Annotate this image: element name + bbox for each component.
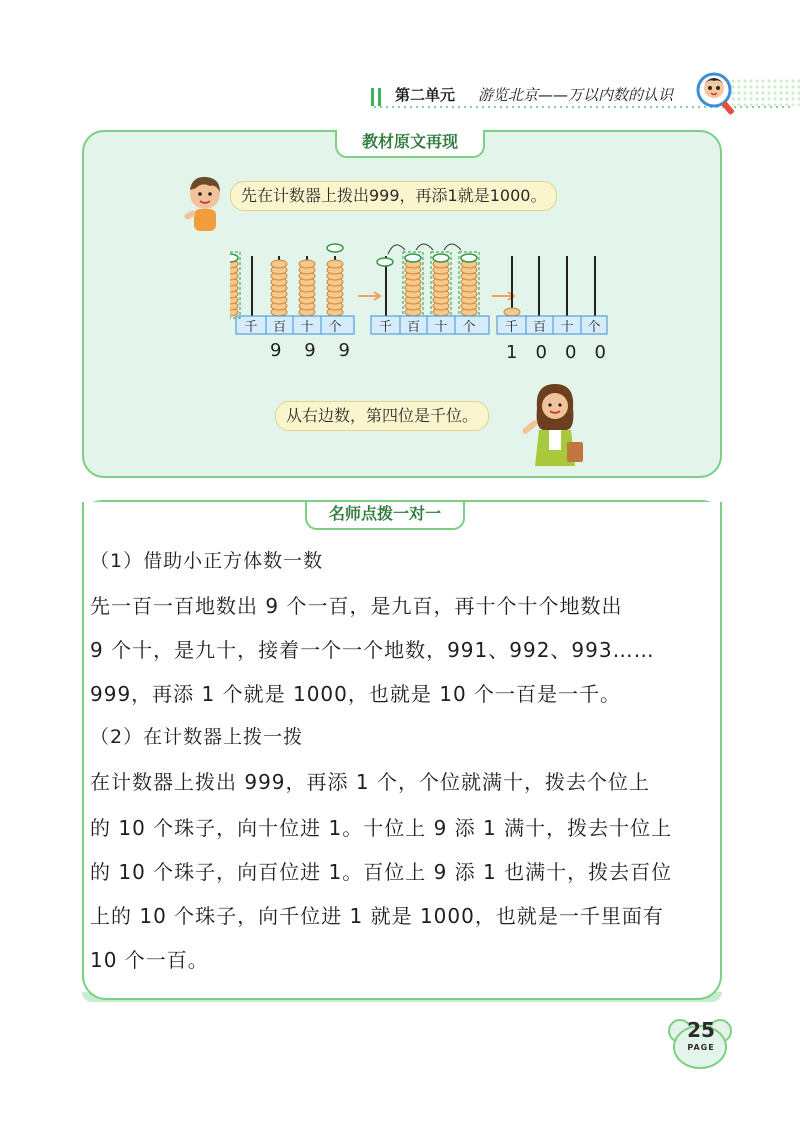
text-line: 999，再添 1 个就是 1000，也就是 10 个一百是一千。: [90, 682, 622, 706]
text-line: （2）在计数器上拨一拨: [90, 726, 304, 748]
abacus1-digits: [270, 340, 350, 361]
page-number: 25: [687, 1018, 715, 1042]
text-line: 10 个一百。: [90, 948, 209, 972]
text-line: 在计数器上拨出 999，再添 1 个，个位就满十，拨去个位上: [90, 770, 650, 794]
header-bars-decoration: [371, 88, 387, 106]
abacus3-label: 千: [504, 320, 518, 335]
abacus1-label: 百: [272, 320, 286, 335]
abacus1-digit: 9: [338, 340, 350, 361]
text-line: 的 10 个珠子，向百位进 1。百位上 9 添 1 也满十，拨去百位: [90, 860, 673, 884]
abacus1-digit: 9: [304, 340, 316, 361]
text-line: 先一百一百地数出 9 个一百，是九百，再十个十个地数出: [90, 594, 623, 618]
abacus3-labels: [497, 316, 607, 335]
panel2-title: 名师点拨一对一: [305, 502, 465, 530]
abacus3-digit: 0: [535, 342, 547, 363]
abacus1-labels: [236, 316, 354, 335]
text-line: 的 10 个珠子，向十位进 1。十位上 9 添 1 满十，拨去十位上: [90, 816, 673, 840]
abacus2-label: 个: [462, 320, 476, 335]
speech-bubble-teacher: 从右边数，第四位是千位。: [275, 401, 489, 431]
abacus2-label: 千: [378, 320, 392, 335]
abacus1-label: 个: [328, 320, 342, 335]
abacus3-label: 个: [587, 320, 601, 335]
abacus2-label: 十: [434, 320, 448, 335]
boy-character-illustration: [180, 172, 230, 234]
abacus1-label: 千: [244, 320, 258, 335]
speech-bubble-boy: 先在计数器上拨出999，再添1就是1000。: [230, 181, 557, 211]
abacus3-digit: 0: [594, 342, 606, 363]
abacus2-labels: [371, 316, 489, 335]
header-title: 游览北京——万以内数的认识: [478, 86, 674, 104]
text-line: 9 个十，是九十，接着一个一个地数，991、992、993……: [90, 638, 655, 662]
abacus3-label: 百: [532, 320, 546, 335]
panel1-title: 教材原文再现: [335, 130, 485, 158]
abacus1-digit: 9: [270, 340, 282, 361]
abacus1-label: 十: [300, 320, 314, 335]
text-line: （1）借助小正方体数一数: [90, 550, 324, 572]
magnifier-mascot-icon: [694, 70, 738, 116]
abacus3-digits: [506, 342, 606, 363]
teacher-character-illustration: [515, 378, 595, 470]
abacus2-label: 百: [406, 320, 420, 335]
page-word: PAGE: [687, 1043, 715, 1052]
header-dot-pattern: [730, 78, 800, 106]
header-unit: 第二单元: [395, 86, 456, 104]
abacus3-label: 十: [560, 320, 574, 335]
abacus3-digit: 0: [565, 342, 577, 363]
abacus3-digit: 1: [506, 342, 518, 363]
text-line: 上的 10 个珠子，向千位进 1 就是 1000，也就是一千里面有: [90, 904, 664, 928]
